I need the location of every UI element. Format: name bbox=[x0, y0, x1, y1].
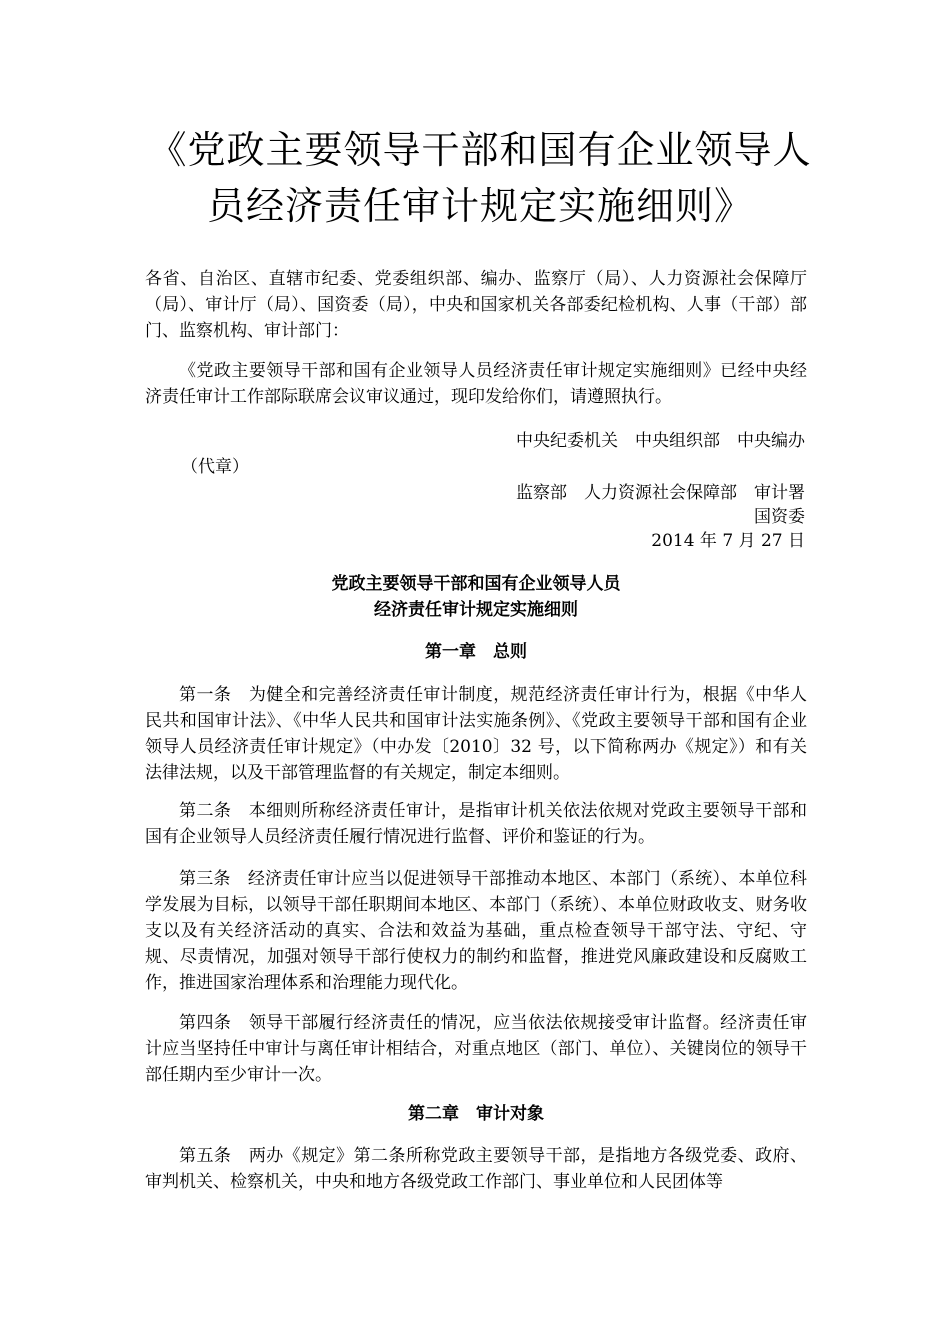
subtitle-line-1: 党政主要领导干部和国有企业领导人员 bbox=[331, 574, 621, 594]
chapter-heading-1: 第一章 总则 bbox=[425, 642, 527, 662]
article-3: 第三条 经济责任审计应当以促进领导干部推动本地区、本部门（系统）、本单位科学发展为目标，以领导干部任职期间本地区、本部门（系统）、本单位财政收支、财务收支以及有关经济活动的真实、合法和效益为基础，重点检查领导干部守法、守纪、守规、尽责情况，加强对领导干部行使权力的制约和监督，推进党风廉政建设和反腐败工作，推进国家治理体系和治理能力现代化。 bbox=[145, 869, 807, 993]
document-title bbox=[100, 122, 860, 234]
subtitle bbox=[145, 571, 807, 623]
title-line-1: 《党政主要领导干部和国有企业领导人 bbox=[148, 128, 812, 172]
article-5: 第五条 两办《规定》第二条所称党政主要领导干部，是指地方各级党委、政府、审判机关、检察机关，中央和地方各级党政工作部门、事业单位和人民团体等 bbox=[145, 1146, 807, 1192]
chapter-heading-2: 第二章 审计对象 bbox=[408, 1104, 544, 1124]
article-1: 第一条 为健全和完善经济责任审计制度，规范经济责任审计行为，根据《中华人民共和国审计法》、《中华人民共和国审计法实施条例》、《党政主要领导干部和国有企业领导人员经济责任审计规定》（中办发〔2010〕32 号，以下简称两办《规定》）和有关法律法规，以及干部管理监督的有关规定，制定本细则。 bbox=[145, 685, 807, 783]
seal-note: （代章） bbox=[181, 457, 249, 477]
article-4: 第四条 领导干部履行经济责任的情况，应当依法依规接受审计监督。经济责任审计应当坚持任中审计与离任审计相结合，对重点地区（部门、单位）、关键岗位的领导干部任期内至少审计一次。 bbox=[145, 1013, 807, 1085]
notice-paragraph: 《党政主要领导干部和国有企业领导人员经济责任审计规定实施细则》已经中央经济责任审计工作部际联席会议审议通过，现印发给你们，请遵照执行。 bbox=[145, 361, 807, 407]
signers-line-1: 中央纪委机关 中央组织部 中央编办 bbox=[516, 431, 805, 451]
title-line-2: 员经济责任审计规定实施细则》 bbox=[206, 184, 753, 228]
recipients-paragraph: 各省、自治区、直辖市纪委、党委组织部、编办、监察厅（局）、人力资源社会保障厅（局）、审计厅（局）、国资委（局），中央和国家机关各部委纪检机构、人事（干部）部门、监察机构、审计部门： bbox=[145, 269, 807, 341]
article-2: 第二条 本细则所称经济责任审计，是指审计机关依法依规对党政主要领导干部和国有企业领导人员经济责任履行情况进行监督、评价和鉴证的行为。 bbox=[145, 801, 807, 847]
signers-line-2: 监察部 人力资源社会保障部 审计署 bbox=[516, 483, 805, 503]
subtitle-line-2: 经济责任审计规定实施细则 bbox=[374, 600, 578, 620]
issue-date: 2014 年 7 月 27 日 bbox=[651, 531, 805, 551]
signers-line-3: 国资委 bbox=[754, 507, 805, 527]
